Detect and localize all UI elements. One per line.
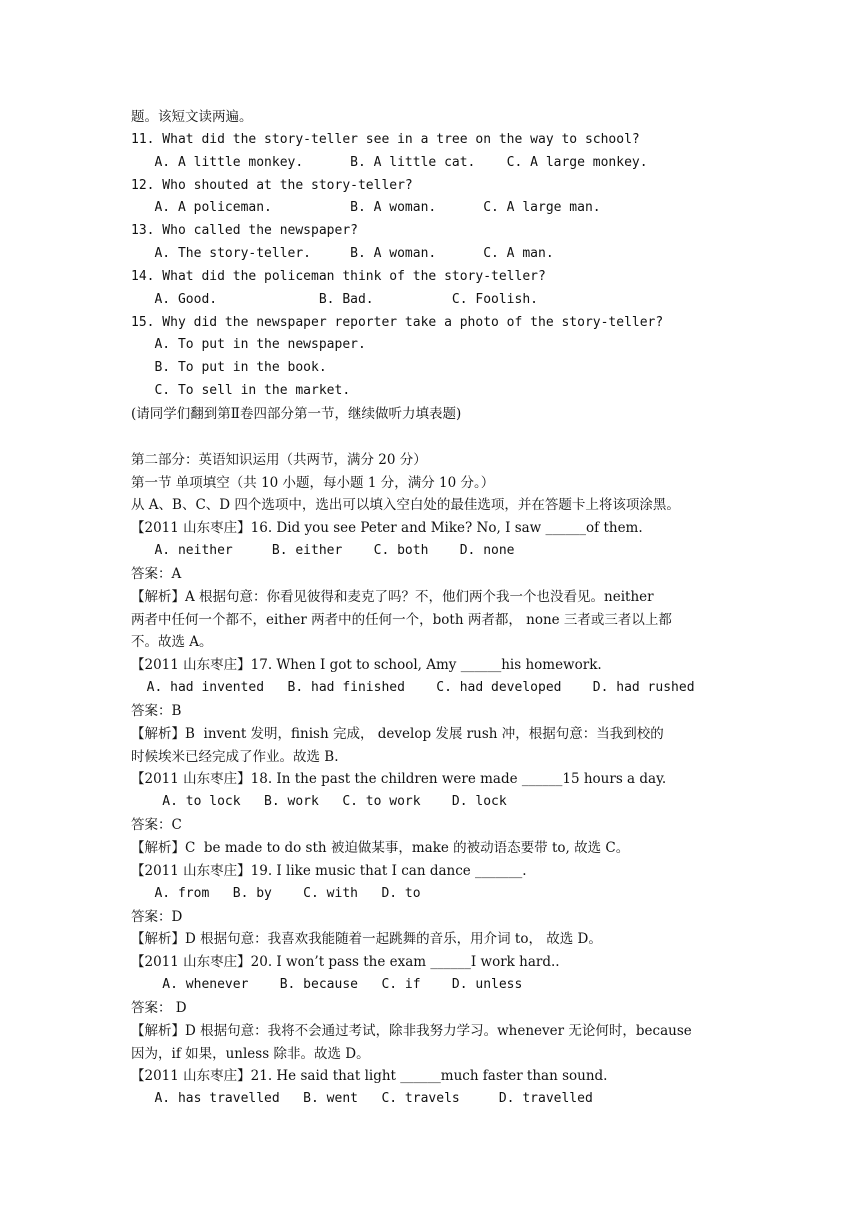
text-line: 【2011 山东枣庄】20. I won’t pass the exam ______I work hard.. bbox=[131, 954, 560, 971]
text-line: 因为，if 如果，unless 除非。故选 D。 bbox=[131, 1045, 370, 1062]
text-line: A. A policeman. B. A woman. C. A large man. bbox=[131, 200, 601, 216]
text-line: 第一节 单项填空（共 10 小题，每小题 1 分，满分 10 分。） bbox=[131, 474, 495, 491]
text-line: A. from B. by C. with D. to bbox=[131, 885, 421, 901]
text-line: 14. What did the policeman think of the story-teller? bbox=[131, 268, 546, 284]
text-line: 【解析】D 根据句意：我喜欢我能随着一起跳舞的音乐，用介词 to， 故选 D。 bbox=[131, 931, 602, 948]
text-line: B. To put in the book. bbox=[131, 360, 327, 376]
text-line: 【解析】B invent 发明，finish 完成， develop 发展 rush 冲，根据句意：当我到校的 bbox=[131, 725, 664, 742]
text-line: A. whenever B. because C. if D. unless bbox=[131, 977, 523, 993]
text-line: 【2011 山东枣庄】19. I like music that I can dance _______. bbox=[131, 862, 527, 879]
text-line: A. to lock B. work C. to work D. lock bbox=[131, 794, 507, 810]
text-line: 答案： D bbox=[131, 999, 187, 1016]
text-line: 12. Who shouted at the story-teller? bbox=[131, 177, 413, 193]
text-line: 【解析】C be made to do sth 被迫做某事，make 的被动语态要带 to, 故选 C。 bbox=[131, 840, 630, 856]
text-line: 答案：B bbox=[131, 702, 182, 719]
text-line: C. To sell in the market. bbox=[131, 383, 351, 399]
blank-line bbox=[131, 426, 741, 449]
text-line: 时候埃米已经完成了作业。故选 B. bbox=[131, 748, 339, 765]
text-line: 从 A、B、C、D 四个选项中，选出可以填入空白处的最佳选项，并在答题卡上将该项涂黑。 bbox=[131, 497, 680, 514]
text-line: A. Good. B. Bad. C. Foolish. bbox=[131, 291, 538, 307]
text-line: A. The story-teller. B. A woman. C. A man. bbox=[131, 246, 554, 262]
text-line: 【解析】D 根据句意：我将不会通过考试，除非我努力学习。whenever 无论何时，because bbox=[131, 1022, 692, 1039]
text-line: A. has travelled B. went C. travels D. travelled bbox=[131, 1091, 593, 1107]
text-line: 答案：C bbox=[131, 817, 182, 834]
document-body bbox=[131, 106, 741, 1111]
text-line: 第二部分：英语知识运用（共两节，满分 20 分） bbox=[131, 451, 427, 468]
text-line: (请同学们翻到第Ⅱ卷四部分第一节，继续做听力填表题) bbox=[131, 405, 462, 422]
text-line: 【2011 山东枣庄】18. In the past the children were made ______15 hours a day. bbox=[131, 771, 667, 788]
text-line: A. To put in the newspaper. bbox=[131, 337, 366, 353]
text-line: 两者中任何一个都不，either 两者中的任何一个，both 两者都， none 三者或三者以上都 bbox=[131, 611, 672, 628]
text-line: A. neither B. either C. both D. none bbox=[131, 543, 515, 559]
text-line: 【解析】A 根据句意：你看见彼得和麦克了吗？不，他们两个我一个也没看见。neither bbox=[131, 588, 654, 605]
text-line: 13. Who called the newspaper? bbox=[131, 223, 358, 239]
text-line: A. had invented B. had finished C. had developed D. had rushed bbox=[131, 680, 695, 696]
text-line: A. A little monkey. B. A little cat. C. A large monkey. bbox=[131, 154, 648, 170]
text-line: 11. What did the story-teller see in a tree on the way to school? bbox=[131, 131, 640, 147]
text-line: 题。该短文读两遍。 bbox=[131, 109, 253, 125]
text-line: 答案：A bbox=[131, 565, 182, 582]
text-line: 【2011 山东枣庄】21. He said that light ______much faster than sound. bbox=[131, 1068, 608, 1085]
text-line: 【2011 山东枣庄】17. When I got to school, Amy ______his homework. bbox=[131, 657, 602, 674]
text-line: 答案：D bbox=[131, 908, 183, 925]
text-line: 【2011 山东枣庄】16. Did you see Peter and Mike? No, I saw ______of them. bbox=[131, 520, 643, 537]
text-line: 不。故选 A。 bbox=[131, 634, 213, 651]
text-line: 15. Why did the newspaper reporter take a photo of the story-teller? bbox=[131, 314, 664, 330]
